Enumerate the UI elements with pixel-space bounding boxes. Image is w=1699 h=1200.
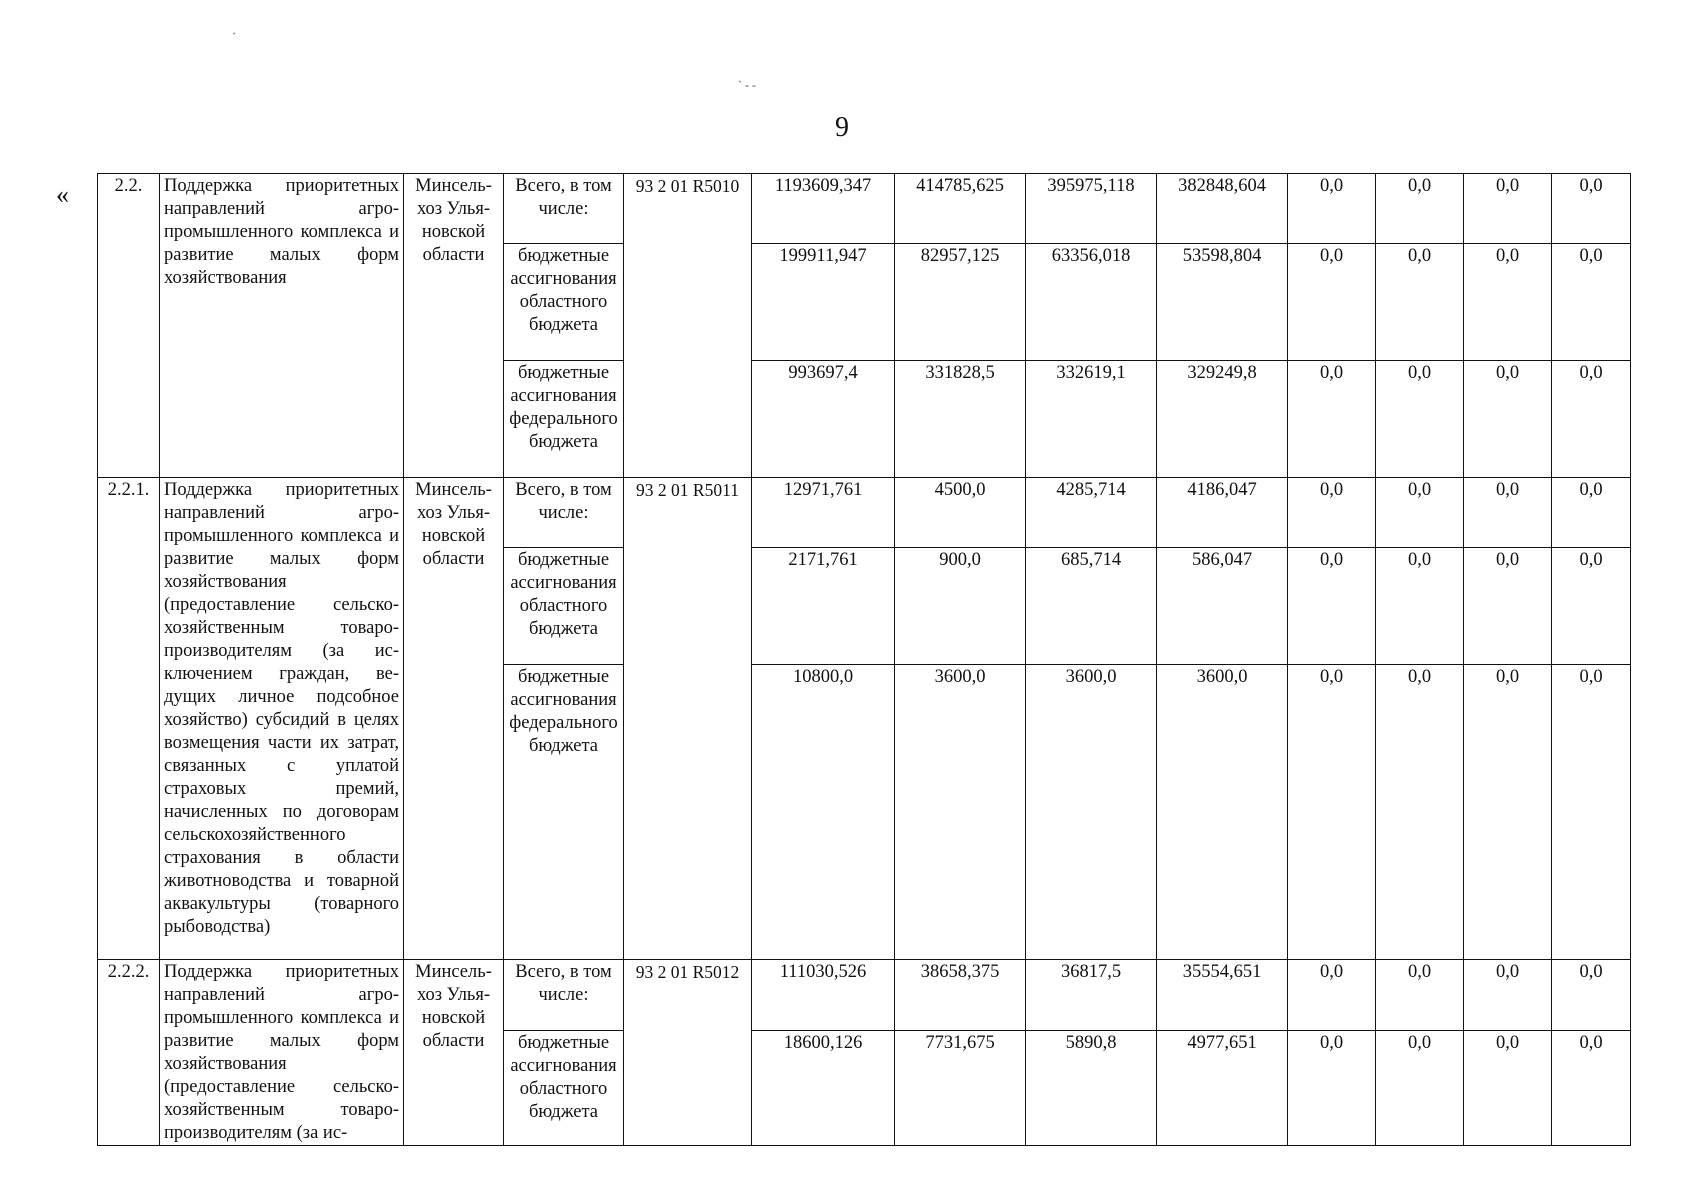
year5-value: 0,0 xyxy=(1376,361,1464,478)
year4-value: 0,0 xyxy=(1288,1030,1376,1145)
year2-value: 63356,018 xyxy=(1026,244,1157,361)
item-title: Поддержка приоритетных направлений агропромышленного комплекса и развитие малых форм хозяйствования xyxy=(160,174,404,478)
year3-value: 382848,604 xyxy=(1157,174,1288,244)
table-row xyxy=(98,174,1631,244)
total-value: 111030,526 xyxy=(752,960,895,1031)
funding-source: Всего, в том числе: xyxy=(504,174,624,244)
year3-value: 35554,651 xyxy=(1157,960,1288,1031)
year6-value: 0,0 xyxy=(1464,478,1552,548)
item-responsible: Минсельхоз Ульяновской области xyxy=(404,960,504,1146)
funding-source: Всего, в том числе: xyxy=(504,478,624,548)
item-title: Поддержка приоритетных направлений агропромышленного комплекса и развитие малых форм хозяйствования (предоставление сельскохозяйственным товаропроизводителям (за ис- xyxy=(160,960,404,1146)
table-row xyxy=(98,960,1631,1031)
year6-value: 0,0 xyxy=(1464,665,1552,960)
year3-value: 4186,047 xyxy=(1157,478,1288,548)
year7-value: 0,0 xyxy=(1552,1030,1631,1145)
year7-value: 0,0 xyxy=(1552,244,1631,361)
year4-value: 0,0 xyxy=(1288,244,1376,361)
funding-source: бюджетные ассигнования областного бюджета xyxy=(504,548,624,665)
budget-code: 93 2 01 R5012 xyxy=(624,960,752,1146)
page-number: 9 xyxy=(835,112,849,143)
year3-value: 586,047 xyxy=(1157,548,1288,665)
year5-value: 0,0 xyxy=(1376,960,1464,1031)
year7-value: 0,0 xyxy=(1552,960,1631,1031)
item-responsible: Минсельхоз Ульяновской области xyxy=(404,478,504,960)
year4-value: 0,0 xyxy=(1288,174,1376,244)
item-number: 2.2.2. xyxy=(98,960,160,1146)
table-body xyxy=(98,174,1631,1146)
year4-value: 0,0 xyxy=(1288,548,1376,665)
year4-value: 0,0 xyxy=(1288,478,1376,548)
year2-value: 36817,5 xyxy=(1026,960,1157,1031)
year6-value: 0,0 xyxy=(1464,548,1552,665)
budget-table xyxy=(97,173,1631,1146)
year1-value: 3600,0 xyxy=(895,665,1026,960)
item-number: 2.2. xyxy=(98,174,160,478)
year7-value: 0,0 xyxy=(1552,361,1631,478)
funding-source: бюджетные ассигнования областного бюджета xyxy=(504,1030,624,1145)
year4-value: 0,0 xyxy=(1288,665,1376,960)
year5-value: 0,0 xyxy=(1376,548,1464,665)
item-responsible: Минсельхоз Ульяновской области xyxy=(404,174,504,478)
total-value: 1193609,347 xyxy=(752,174,895,244)
funding-source: бюджетные ассигнования федерального бюджета xyxy=(504,665,624,960)
item-title: Поддержка приоритетных направлений агропромышленного комплекса и развитие малых форм хозяйствования (предоставление сельскохозяйственным товаропроизводителям (за исключением граждан, ведущих личное подсобное хозяйство) субсидий в целях возмещения части их затрат, связанных с уплатой страховых премий, начисленных по договорам сельскохозяйственного страхования в области животноводства и товарной аквакультуры (товарного рыбоводства) xyxy=(160,478,404,960)
total-value: 18600,126 xyxy=(752,1030,895,1145)
year2-value: 4285,714 xyxy=(1026,478,1157,548)
total-value: 993697,4 xyxy=(752,361,895,478)
scan-speck: ´ xyxy=(232,30,236,44)
total-value: 10800,0 xyxy=(752,665,895,960)
total-value: 2171,761 xyxy=(752,548,895,665)
year3-value: 329249,8 xyxy=(1157,361,1288,478)
year7-value: 0,0 xyxy=(1552,174,1631,244)
year1-value: 4500,0 xyxy=(895,478,1026,548)
year6-value: 0,0 xyxy=(1464,361,1552,478)
year1-value: 331828,5 xyxy=(895,361,1026,478)
item-number: 2.2.1. xyxy=(98,478,160,960)
year7-value: 0,0 xyxy=(1552,548,1631,665)
year3-value: 3600,0 xyxy=(1157,665,1288,960)
year5-value: 0,0 xyxy=(1376,174,1464,244)
year5-value: 0,0 xyxy=(1376,478,1464,548)
funding-source: бюджетные ассигнования федерального бюджета xyxy=(504,361,624,478)
funding-source: бюджетные ассигнования областного бюджета xyxy=(504,244,624,361)
year7-value: 0,0 xyxy=(1552,665,1631,960)
year5-value: 0,0 xyxy=(1376,665,1464,960)
year2-value: 395975,118 xyxy=(1026,174,1157,244)
year4-value: 0,0 xyxy=(1288,960,1376,1031)
total-value: 199911,947 xyxy=(752,244,895,361)
year2-value: 685,714 xyxy=(1026,548,1157,665)
scan-speck: ` ‐ ‐ xyxy=(738,78,756,92)
funding-source: Всего, в том числе: xyxy=(504,960,624,1031)
budget-code: 93 2 01 R5011 xyxy=(624,478,752,960)
year2-value: 5890,8 xyxy=(1026,1030,1157,1145)
year5-value: 0,0 xyxy=(1376,1030,1464,1145)
year5-value: 0,0 xyxy=(1376,244,1464,361)
year6-value: 0,0 xyxy=(1464,960,1552,1031)
table-row xyxy=(98,478,1631,548)
year4-value: 0,0 xyxy=(1288,361,1376,478)
year3-value: 4977,651 xyxy=(1157,1030,1288,1145)
year6-value: 0,0 xyxy=(1464,174,1552,244)
year1-value: 900,0 xyxy=(895,548,1026,665)
year1-value: 82957,125 xyxy=(895,244,1026,361)
year6-value: 0,0 xyxy=(1464,244,1552,361)
year7-value: 0,0 xyxy=(1552,478,1631,548)
budget-code: 93 2 01 R5010 xyxy=(624,174,752,478)
year6-value: 0,0 xyxy=(1464,1030,1552,1145)
year2-value: 332619,1 xyxy=(1026,361,1157,478)
year1-value: 38658,375 xyxy=(895,960,1026,1031)
year3-value: 53598,804 xyxy=(1157,244,1288,361)
year1-value: 7731,675 xyxy=(895,1030,1026,1145)
open-quote: « xyxy=(56,180,69,209)
year2-value: 3600,0 xyxy=(1026,665,1157,960)
year1-value: 414785,625 xyxy=(895,174,1026,244)
total-value: 12971,761 xyxy=(752,478,895,548)
